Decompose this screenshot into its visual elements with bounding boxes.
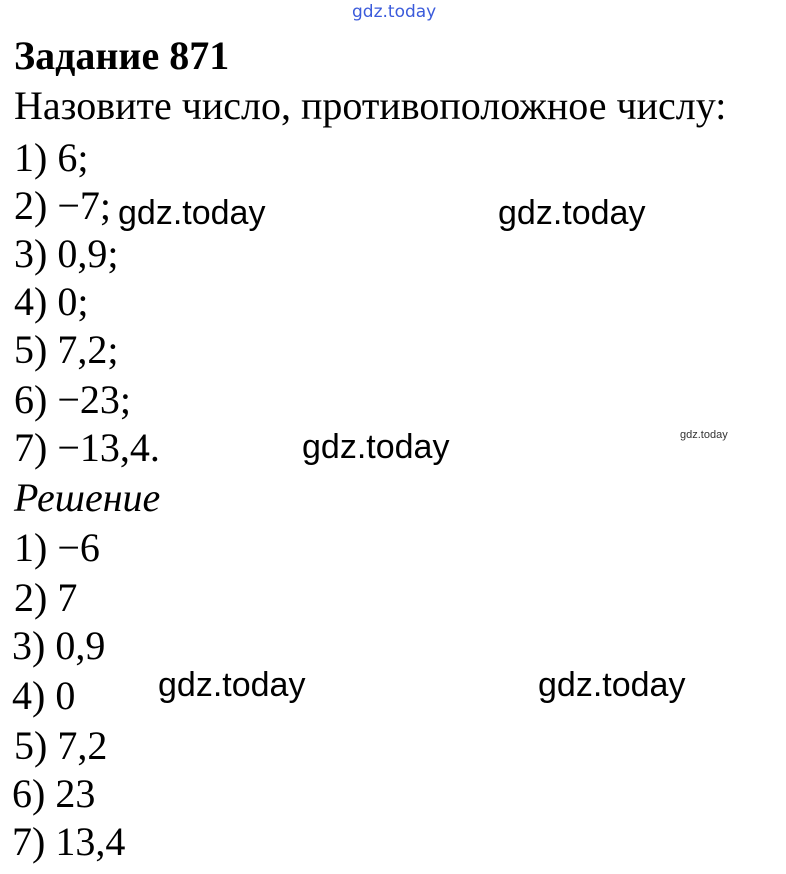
answer-2: 2) 7 <box>14 575 78 620</box>
watermark: gdz.today <box>118 194 266 232</box>
watermark: gdz.today <box>158 666 306 704</box>
task-item-6: 6) −23; <box>14 377 131 422</box>
answer-4: 4) 0 <box>12 673 76 718</box>
answer-3: 3) 0,9 <box>12 623 106 668</box>
watermark: gdz.today <box>498 194 646 232</box>
task-item-5: 5) 7,2; <box>14 327 119 372</box>
watermark: gdz.today <box>302 428 450 466</box>
watermark-small: gdz.today <box>680 429 728 441</box>
task-item-3: 3) 0,9; <box>14 231 119 276</box>
task-item-4: 4) 0; <box>14 279 89 324</box>
solution-heading: Решение <box>14 475 161 520</box>
answer-7: 7) 13,4 <box>12 819 126 864</box>
answer-1: 1) −6 <box>14 525 100 570</box>
task-item-2: 2) −7; <box>14 183 111 228</box>
task-item-1: 1) 6; <box>14 135 89 180</box>
task-title: Задание 871 <box>14 33 230 78</box>
answer-5: 5) 7,2 <box>14 723 108 768</box>
watermark-top: gdz.today <box>352 2 437 22</box>
task-item-7: 7) −13,4. <box>14 425 160 470</box>
task-prompt: Назовите число, противоположное числу: <box>14 83 727 128</box>
answer-6: 6) 23 <box>12 771 96 816</box>
watermark: gdz.today <box>538 666 686 704</box>
